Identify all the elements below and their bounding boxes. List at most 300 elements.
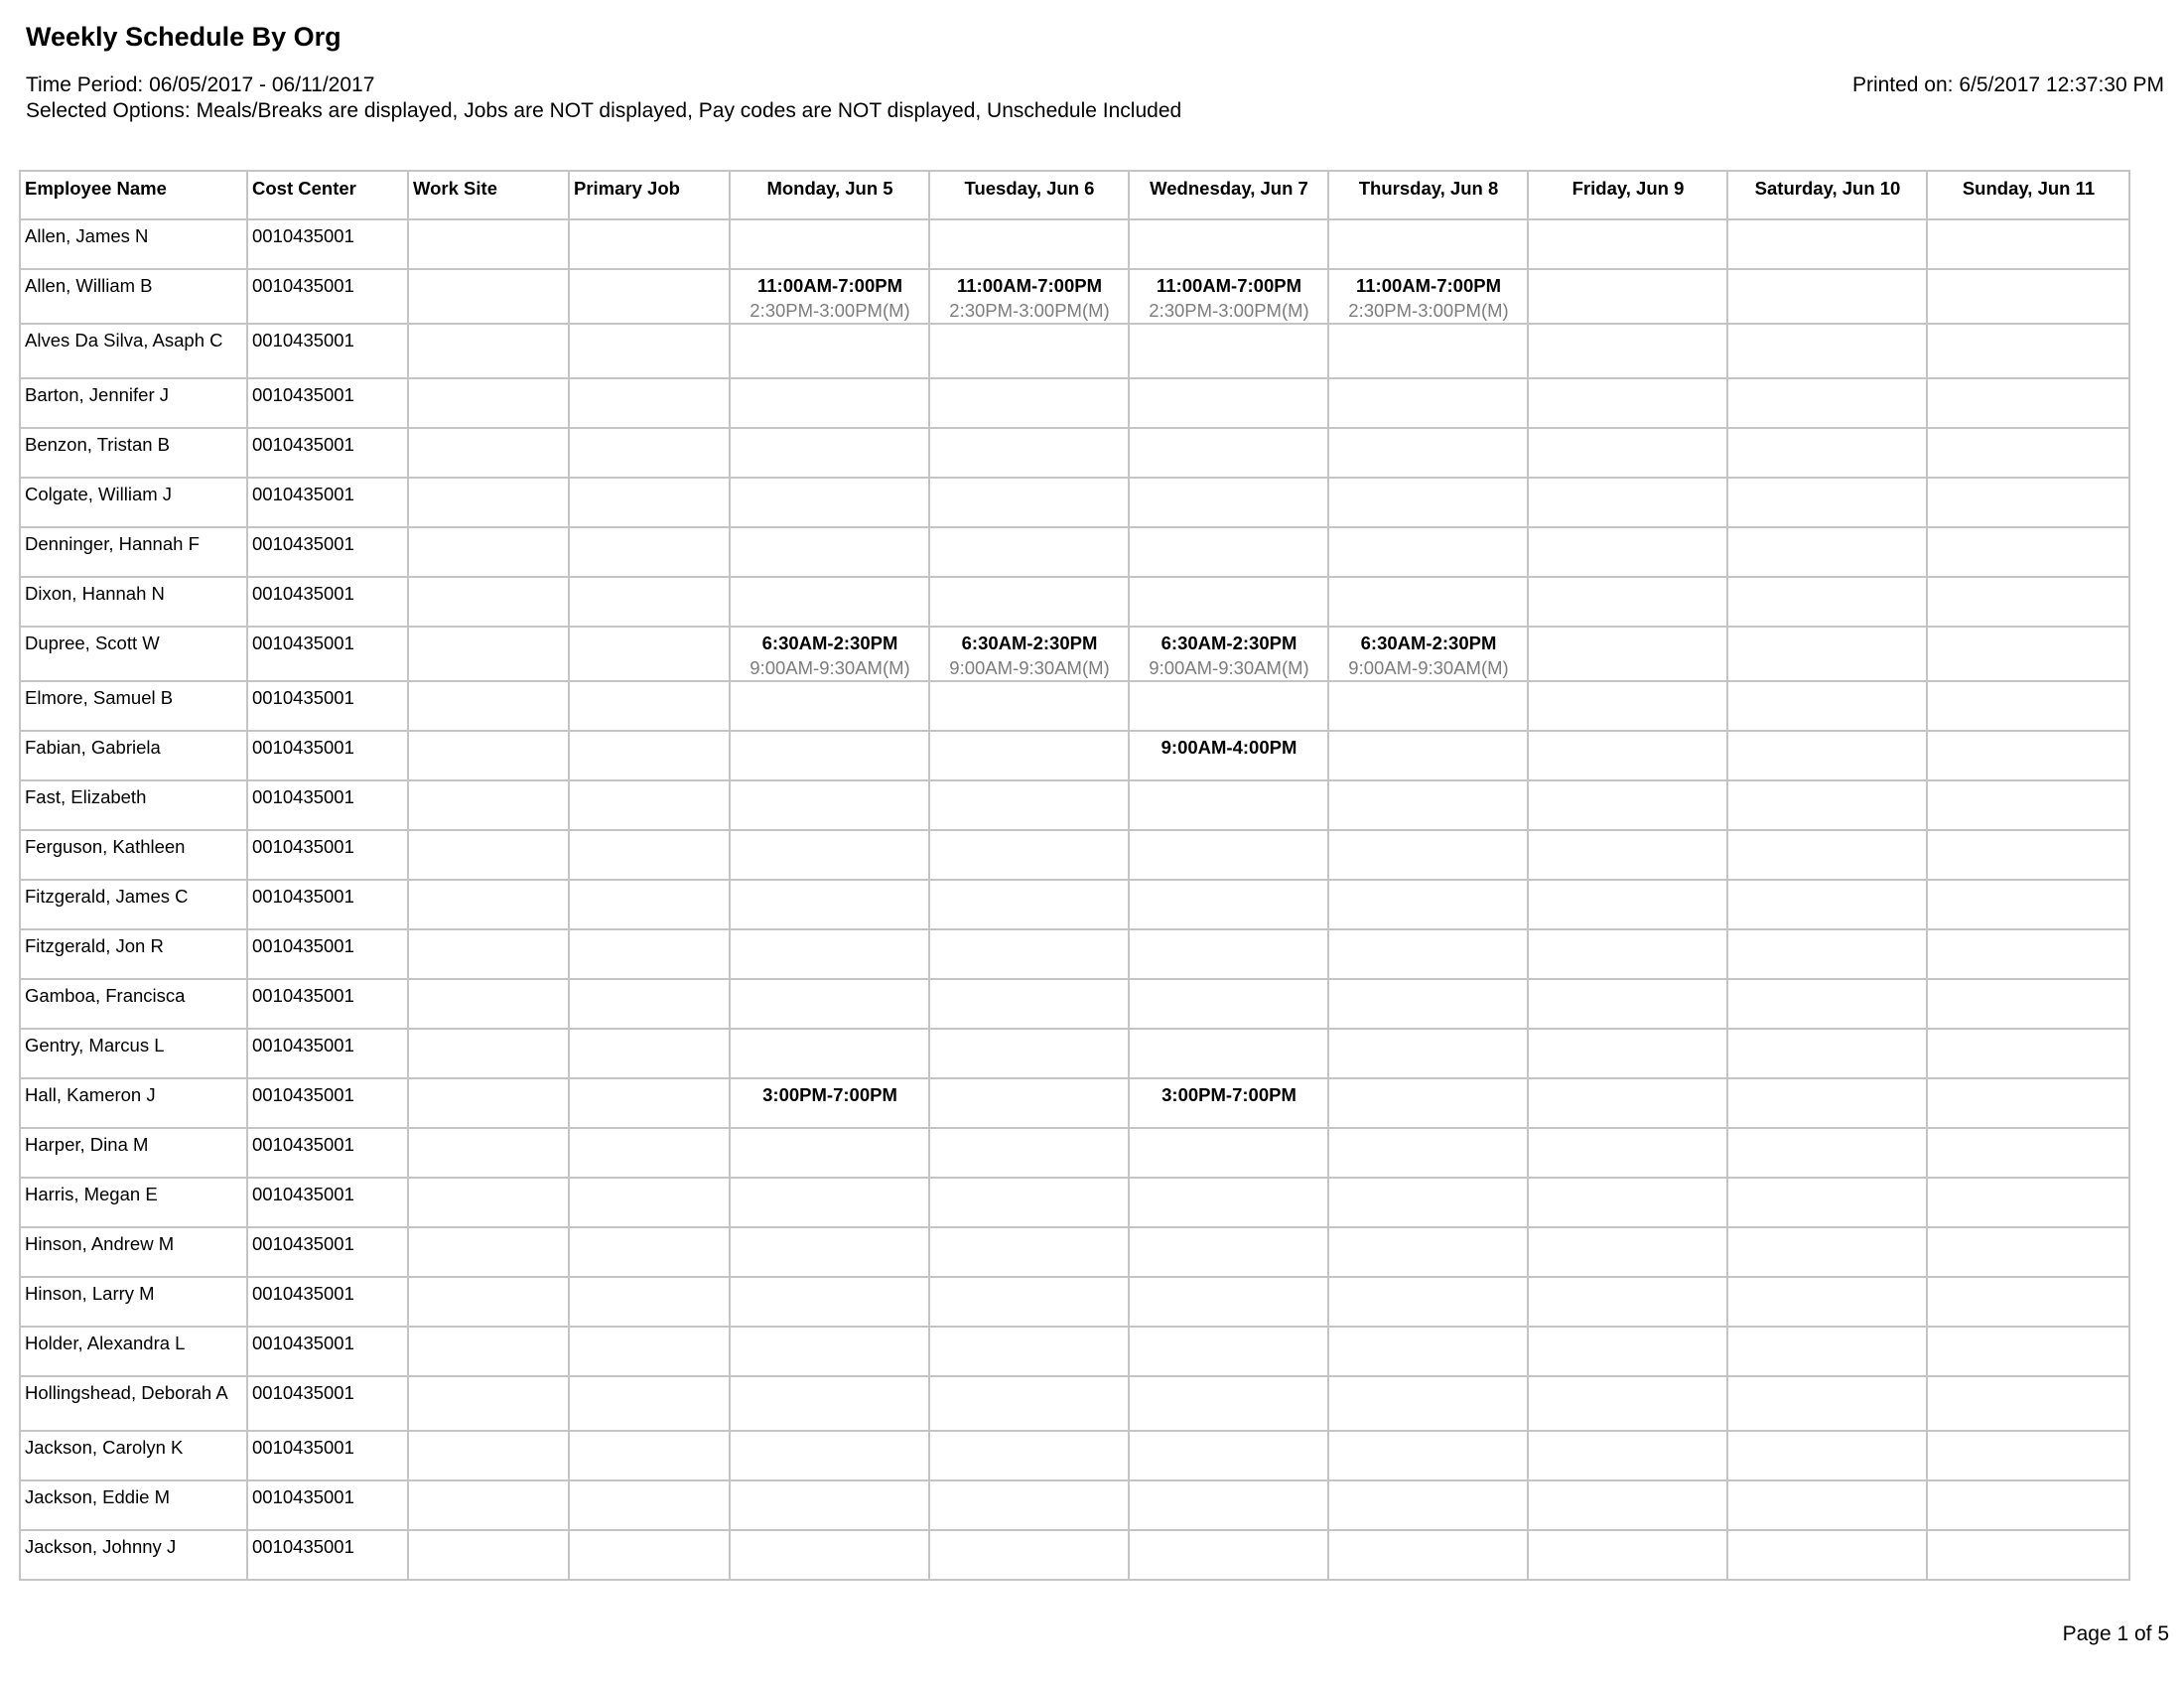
employee-name-cell: Holder, Alexandra L — [20, 1327, 247, 1376]
day-cell — [929, 1530, 1129, 1580]
cost-center-cell: 0010435001 — [247, 378, 408, 428]
table-row — [20, 378, 2129, 428]
table-row — [20, 1128, 2129, 1178]
day-cell — [1328, 1227, 1528, 1277]
meal-break-time: 2:30PM-3:00PM(M) — [750, 300, 910, 321]
employee-name-cell: Alves Da Silva, Asaph C — [20, 324, 247, 378]
primary-job-cell — [569, 577, 730, 627]
col-primary-job: Primary Job — [569, 171, 730, 219]
primary-job-cell — [569, 269, 730, 324]
schedule-rows — [20, 219, 2129, 1580]
day-cell — [1129, 1227, 1328, 1277]
work-site-cell — [408, 1128, 569, 1178]
shift-time: 9:00AM-4:00PM — [1160, 737, 1297, 758]
day-cell — [1129, 627, 1328, 681]
day-cell — [1528, 880, 1727, 929]
day-cell — [730, 428, 929, 478]
col-day-sun: Sunday, Jun 11 — [1927, 171, 2129, 219]
day-cell — [1727, 1376, 1927, 1431]
day-cell — [929, 830, 1129, 880]
day-cell — [929, 929, 1129, 979]
primary-job-cell — [569, 1327, 730, 1376]
meal-break-time: 2:30PM-3:00PM(M) — [1348, 300, 1509, 321]
day-cell — [1528, 780, 1727, 830]
day-cell — [730, 378, 929, 428]
work-site-cell — [408, 269, 569, 324]
work-site-cell — [408, 780, 569, 830]
work-site-cell — [408, 527, 569, 577]
work-site-cell — [408, 880, 569, 929]
day-cell — [1727, 681, 1927, 731]
day-cell — [1328, 219, 1528, 269]
work-site-cell — [408, 1327, 569, 1376]
day-cell — [1727, 324, 1927, 378]
table-row — [20, 1327, 2129, 1376]
cost-center-cell: 0010435001 — [247, 1277, 408, 1327]
shift-time: 6:30AM-2:30PM — [961, 633, 1098, 653]
day-cell — [1927, 269, 2129, 324]
employee-name-cell: Dupree, Scott W — [20, 627, 247, 681]
header-row — [20, 171, 2129, 219]
day-cell — [1727, 1327, 1927, 1376]
day-cell — [1328, 979, 1528, 1029]
day-cell — [730, 681, 929, 731]
col-day-mon: Monday, Jun 5 — [730, 171, 929, 219]
cost-center-cell: 0010435001 — [247, 1227, 408, 1277]
table-row — [20, 830, 2129, 880]
day-cell — [1129, 880, 1328, 929]
employee-name-cell: Allen, William B — [20, 269, 247, 324]
work-site-cell — [408, 378, 569, 428]
meal-break-time: 9:00AM-9:30AM(M) — [1348, 657, 1509, 678]
primary-job-cell — [569, 1431, 730, 1480]
employee-name-cell: Fitzgerald, James C — [20, 880, 247, 929]
work-site-cell — [408, 1376, 569, 1431]
day-cell — [1727, 929, 1927, 979]
table-row — [20, 979, 2129, 1029]
day-cell — [929, 979, 1129, 1029]
work-site-cell — [408, 428, 569, 478]
work-site-cell — [408, 830, 569, 880]
day-cell — [1927, 428, 2129, 478]
day-cell — [730, 1530, 929, 1580]
day-cell — [1129, 428, 1328, 478]
cost-center-cell: 0010435001 — [247, 1078, 408, 1128]
employee-name-cell: Jackson, Johnny J — [20, 1530, 247, 1580]
table-row — [20, 219, 2129, 269]
day-cell — [1927, 979, 2129, 1029]
cost-center-cell: 0010435001 — [247, 880, 408, 929]
day-cell — [1927, 577, 2129, 627]
day-cell — [730, 478, 929, 527]
day-cell — [730, 830, 929, 880]
day-cell — [1927, 324, 2129, 378]
day-cell — [1528, 1029, 1727, 1078]
day-cell — [730, 219, 929, 269]
day-cell — [1927, 527, 2129, 577]
day-cell — [929, 681, 1129, 731]
day-cell — [1528, 929, 1727, 979]
work-site-cell — [408, 979, 569, 1029]
day-cell — [1727, 1277, 1927, 1327]
day-cell — [1328, 1376, 1528, 1431]
primary-job-cell — [569, 1128, 730, 1178]
work-site-cell — [408, 324, 569, 378]
day-cell — [730, 527, 929, 577]
work-site-cell — [408, 478, 569, 527]
employee-name-cell: Allen, James N — [20, 219, 247, 269]
day-cell — [929, 1178, 1129, 1227]
day-cell — [1528, 1277, 1727, 1327]
day-cell — [730, 780, 929, 830]
day-cell — [1129, 830, 1328, 880]
day-cell — [1528, 269, 1727, 324]
shift-time: 3:00PM-7:00PM — [1161, 1084, 1297, 1105]
day-cell — [730, 324, 929, 378]
table-row — [20, 1376, 2129, 1431]
cost-center-cell: 0010435001 — [247, 731, 408, 780]
day-cell — [1129, 1178, 1328, 1227]
day-cell — [929, 1277, 1129, 1327]
day-cell — [1927, 1431, 2129, 1480]
day-cell — [1528, 219, 1727, 269]
shift-time: 6:30AM-2:30PM — [1360, 633, 1497, 653]
employee-name-cell: Hall, Kameron J — [20, 1078, 247, 1128]
shift-time: 11:00AM-7:00PM — [1355, 275, 1501, 296]
day-cell — [929, 378, 1129, 428]
day-cell — [730, 577, 929, 627]
day-cell — [1528, 1227, 1727, 1277]
day-cell — [1927, 478, 2129, 527]
day-cell — [1129, 1376, 1328, 1431]
primary-job-cell — [569, 627, 730, 681]
day-cell — [1927, 1128, 2129, 1178]
day-cell — [730, 269, 929, 324]
day-cell — [1927, 1178, 2129, 1227]
employee-name-cell: Fabian, Gabriela — [20, 731, 247, 780]
day-cell — [1328, 1029, 1528, 1078]
schedule-table — [19, 170, 2130, 1581]
day-cell — [1528, 681, 1727, 731]
day-cell — [1528, 1376, 1727, 1431]
col-day-wed: Wednesday, Jun 7 — [1129, 171, 1328, 219]
day-cell — [1528, 1431, 1727, 1480]
cost-center-cell: 0010435001 — [247, 1128, 408, 1178]
day-cell — [1528, 627, 1727, 681]
primary-job-cell — [569, 1376, 730, 1431]
day-cell — [929, 1078, 1129, 1128]
day-cell — [1727, 1178, 1927, 1227]
day-cell — [1727, 1128, 1927, 1178]
day-cell — [1727, 219, 1927, 269]
day-cell — [929, 880, 1129, 929]
day-cell — [1927, 1029, 2129, 1078]
meal-break-time: 9:00AM-9:30AM(M) — [949, 657, 1110, 678]
day-cell — [1727, 1530, 1927, 1580]
day-cell — [1727, 527, 1927, 577]
day-cell — [1129, 780, 1328, 830]
day-cell — [1328, 929, 1528, 979]
day-cell — [1129, 1480, 1328, 1530]
cost-center-cell: 0010435001 — [247, 780, 408, 830]
day-cell — [1927, 1277, 2129, 1327]
day-cell — [1528, 1078, 1727, 1128]
cost-center-cell: 0010435001 — [247, 681, 408, 731]
day-cell — [1328, 780, 1528, 830]
day-cell — [1328, 269, 1528, 324]
day-cell — [1328, 527, 1528, 577]
day-cell — [1129, 1029, 1328, 1078]
primary-job-cell — [569, 219, 730, 269]
day-cell — [1727, 428, 1927, 478]
primary-job-cell — [569, 780, 730, 830]
table-row — [20, 681, 2129, 731]
day-cell — [929, 219, 1129, 269]
day-cell — [1727, 478, 1927, 527]
day-cell — [1129, 269, 1328, 324]
table-row — [20, 1277, 2129, 1327]
day-cell — [1727, 577, 1927, 627]
work-site-cell — [408, 627, 569, 681]
day-cell — [1328, 627, 1528, 681]
day-cell — [1927, 1530, 2129, 1580]
day-cell — [1528, 1327, 1727, 1376]
day-cell — [1328, 731, 1528, 780]
employee-name-cell: Hinson, Andrew M — [20, 1227, 247, 1277]
day-cell — [1727, 731, 1927, 780]
table-row — [20, 1227, 2129, 1277]
employee-name-cell: Harris, Megan E — [20, 1178, 247, 1227]
day-cell — [1328, 830, 1528, 880]
day-cell — [1727, 627, 1927, 681]
cost-center-cell: 0010435001 — [247, 219, 408, 269]
employee-name-cell: Fitzgerald, Jon R — [20, 929, 247, 979]
table-row — [20, 1480, 2129, 1530]
work-site-cell — [408, 731, 569, 780]
cost-center-cell: 0010435001 — [247, 527, 408, 577]
day-cell — [1927, 1376, 2129, 1431]
day-cell — [1129, 929, 1328, 979]
day-cell — [1528, 830, 1727, 880]
day-cell — [1528, 324, 1727, 378]
employee-name-cell: Jackson, Carolyn K — [20, 1431, 247, 1480]
day-cell — [929, 731, 1129, 780]
cost-center-cell: 0010435001 — [247, 428, 408, 478]
day-cell — [1727, 1431, 1927, 1480]
day-cell — [730, 1178, 929, 1227]
work-site-cell — [408, 1431, 569, 1480]
day-cell — [730, 1078, 929, 1128]
day-cell — [730, 929, 929, 979]
employee-name-cell: Dixon, Hannah N — [20, 577, 247, 627]
day-cell — [1927, 1227, 2129, 1277]
day-cell — [1528, 478, 1727, 527]
shift-time: 11:00AM-7:00PM — [756, 275, 902, 296]
cost-center-cell: 0010435001 — [247, 627, 408, 681]
day-cell — [730, 627, 929, 681]
day-cell — [929, 1480, 1129, 1530]
day-cell — [1528, 731, 1727, 780]
day-cell — [1927, 378, 2129, 428]
primary-job-cell — [569, 478, 730, 527]
day-cell — [1328, 478, 1528, 527]
day-cell — [1927, 1327, 2129, 1376]
table-row — [20, 478, 2129, 527]
day-cell — [1927, 830, 2129, 880]
day-cell — [929, 1376, 1129, 1431]
employee-name-cell: Ferguson, Kathleen — [20, 830, 247, 880]
day-cell — [1727, 378, 1927, 428]
cost-center-cell: 0010435001 — [247, 929, 408, 979]
primary-job-cell — [569, 880, 730, 929]
day-cell — [730, 979, 929, 1029]
day-cell — [1129, 681, 1328, 731]
shift-time: 11:00AM-7:00PM — [1156, 275, 1301, 296]
day-cell — [1727, 780, 1927, 830]
day-cell — [1528, 1530, 1727, 1580]
day-cell — [1727, 1029, 1927, 1078]
table-row — [20, 1078, 2129, 1128]
day-cell — [1528, 428, 1727, 478]
employee-name-cell: Colgate, William J — [20, 478, 247, 527]
cost-center-cell: 0010435001 — [247, 269, 408, 324]
day-cell — [1328, 1480, 1528, 1530]
meal-break-time: 2:30PM-3:00PM(M) — [1149, 300, 1309, 321]
day-cell — [929, 1227, 1129, 1277]
employee-name-cell: Benzon, Tristan B — [20, 428, 247, 478]
day-cell — [1727, 1480, 1927, 1530]
day-cell — [1328, 1128, 1528, 1178]
table-row — [20, 269, 2129, 324]
day-cell — [1328, 324, 1528, 378]
cost-center-cell: 0010435001 — [247, 324, 408, 378]
primary-job-cell — [569, 830, 730, 880]
day-cell — [730, 1431, 929, 1480]
work-site-cell — [408, 1480, 569, 1530]
employee-name-cell: Barton, Jennifer J — [20, 378, 247, 428]
day-cell — [1129, 979, 1328, 1029]
primary-job-cell — [569, 1178, 730, 1227]
day-cell — [1528, 378, 1727, 428]
day-cell — [1129, 577, 1328, 627]
day-cell — [1528, 527, 1727, 577]
table-row — [20, 1431, 2129, 1480]
col-day-sat: Saturday, Jun 10 — [1727, 171, 1927, 219]
table-row — [20, 527, 2129, 577]
day-cell — [929, 1128, 1129, 1178]
day-cell — [1727, 880, 1927, 929]
day-cell — [929, 1029, 1129, 1078]
cost-center-cell: 0010435001 — [247, 1178, 408, 1227]
primary-job-cell — [569, 324, 730, 378]
work-site-cell — [408, 681, 569, 731]
day-cell — [1328, 1530, 1528, 1580]
table-row — [20, 929, 2129, 979]
day-cell — [730, 1327, 929, 1376]
shift-time: 6:30AM-2:30PM — [761, 633, 898, 653]
day-cell — [1927, 627, 2129, 681]
employee-name-cell: Gamboa, Francisca — [20, 979, 247, 1029]
work-site-cell — [408, 1277, 569, 1327]
day-cell — [929, 627, 1129, 681]
day-cell — [730, 1029, 929, 1078]
page-number: Page 1 of 5 — [2062, 1622, 2169, 1645]
primary-job-cell — [569, 731, 730, 780]
day-cell — [929, 1327, 1129, 1376]
day-cell — [1927, 731, 2129, 780]
day-cell — [1927, 780, 2129, 830]
work-site-cell — [408, 1530, 569, 1580]
day-cell — [1927, 681, 2129, 731]
col-work-site: Work Site — [408, 171, 569, 219]
day-cell — [1927, 880, 2129, 929]
table-row — [20, 324, 2129, 378]
cost-center-cell: 0010435001 — [247, 1530, 408, 1580]
day-cell — [1328, 1277, 1528, 1327]
day-cell — [1727, 1227, 1927, 1277]
primary-job-cell — [569, 1029, 730, 1078]
day-cell — [1328, 378, 1528, 428]
day-cell — [730, 1480, 929, 1530]
work-site-cell — [408, 219, 569, 269]
day-cell — [1727, 1078, 1927, 1128]
employee-name-cell: Harper, Dina M — [20, 1128, 247, 1178]
col-day-tue: Tuesday, Jun 6 — [929, 171, 1129, 219]
work-site-cell — [408, 1029, 569, 1078]
cost-center-cell: 0010435001 — [247, 1480, 408, 1530]
primary-job-cell — [569, 1227, 730, 1277]
table-row — [20, 577, 2129, 627]
primary-job-cell — [569, 681, 730, 731]
employee-name-cell: Elmore, Samuel B — [20, 681, 247, 731]
selected-options: Selected Options: Meals/Breaks are displayed, Jobs are NOT displayed, Pay codes are NOT displayed, Unschedule Included — [26, 99, 1182, 122]
report-title: Weekly Schedule By Org — [26, 22, 341, 52]
day-cell — [1129, 1530, 1328, 1580]
shift-time: 11:00AM-7:00PM — [956, 275, 1102, 296]
day-cell — [730, 1376, 929, 1431]
work-site-cell — [408, 1227, 569, 1277]
col-cost-center: Cost Center — [247, 171, 408, 219]
day-cell — [730, 880, 929, 929]
day-cell — [730, 1277, 929, 1327]
cost-center-cell: 0010435001 — [247, 1327, 408, 1376]
primary-job-cell — [569, 979, 730, 1029]
meal-break-time: 2:30PM-3:00PM(M) — [949, 300, 1110, 321]
day-cell — [929, 780, 1129, 830]
day-cell — [730, 1227, 929, 1277]
employee-name-cell: Denninger, Hannah F — [20, 527, 247, 577]
primary-job-cell — [569, 527, 730, 577]
table-row — [20, 428, 2129, 478]
primary-job-cell — [569, 929, 730, 979]
day-cell — [1328, 577, 1528, 627]
table-row — [20, 731, 2129, 780]
day-cell — [929, 1431, 1129, 1480]
table-row — [20, 1530, 2129, 1580]
day-cell — [1129, 1431, 1328, 1480]
day-cell — [1129, 1277, 1328, 1327]
day-cell — [1328, 1431, 1528, 1480]
day-cell — [1528, 1480, 1727, 1530]
employee-name-cell: Fast, Elizabeth — [20, 780, 247, 830]
work-site-cell — [408, 1178, 569, 1227]
printed-on: Printed on: 6/5/2017 12:37:30 PM — [1851, 73, 2164, 96]
day-cell — [1129, 1078, 1328, 1128]
cost-center-cell: 0010435001 — [247, 478, 408, 527]
day-cell — [929, 428, 1129, 478]
employee-name-cell: Jackson, Eddie M — [20, 1480, 247, 1530]
day-cell — [1927, 1480, 2129, 1530]
